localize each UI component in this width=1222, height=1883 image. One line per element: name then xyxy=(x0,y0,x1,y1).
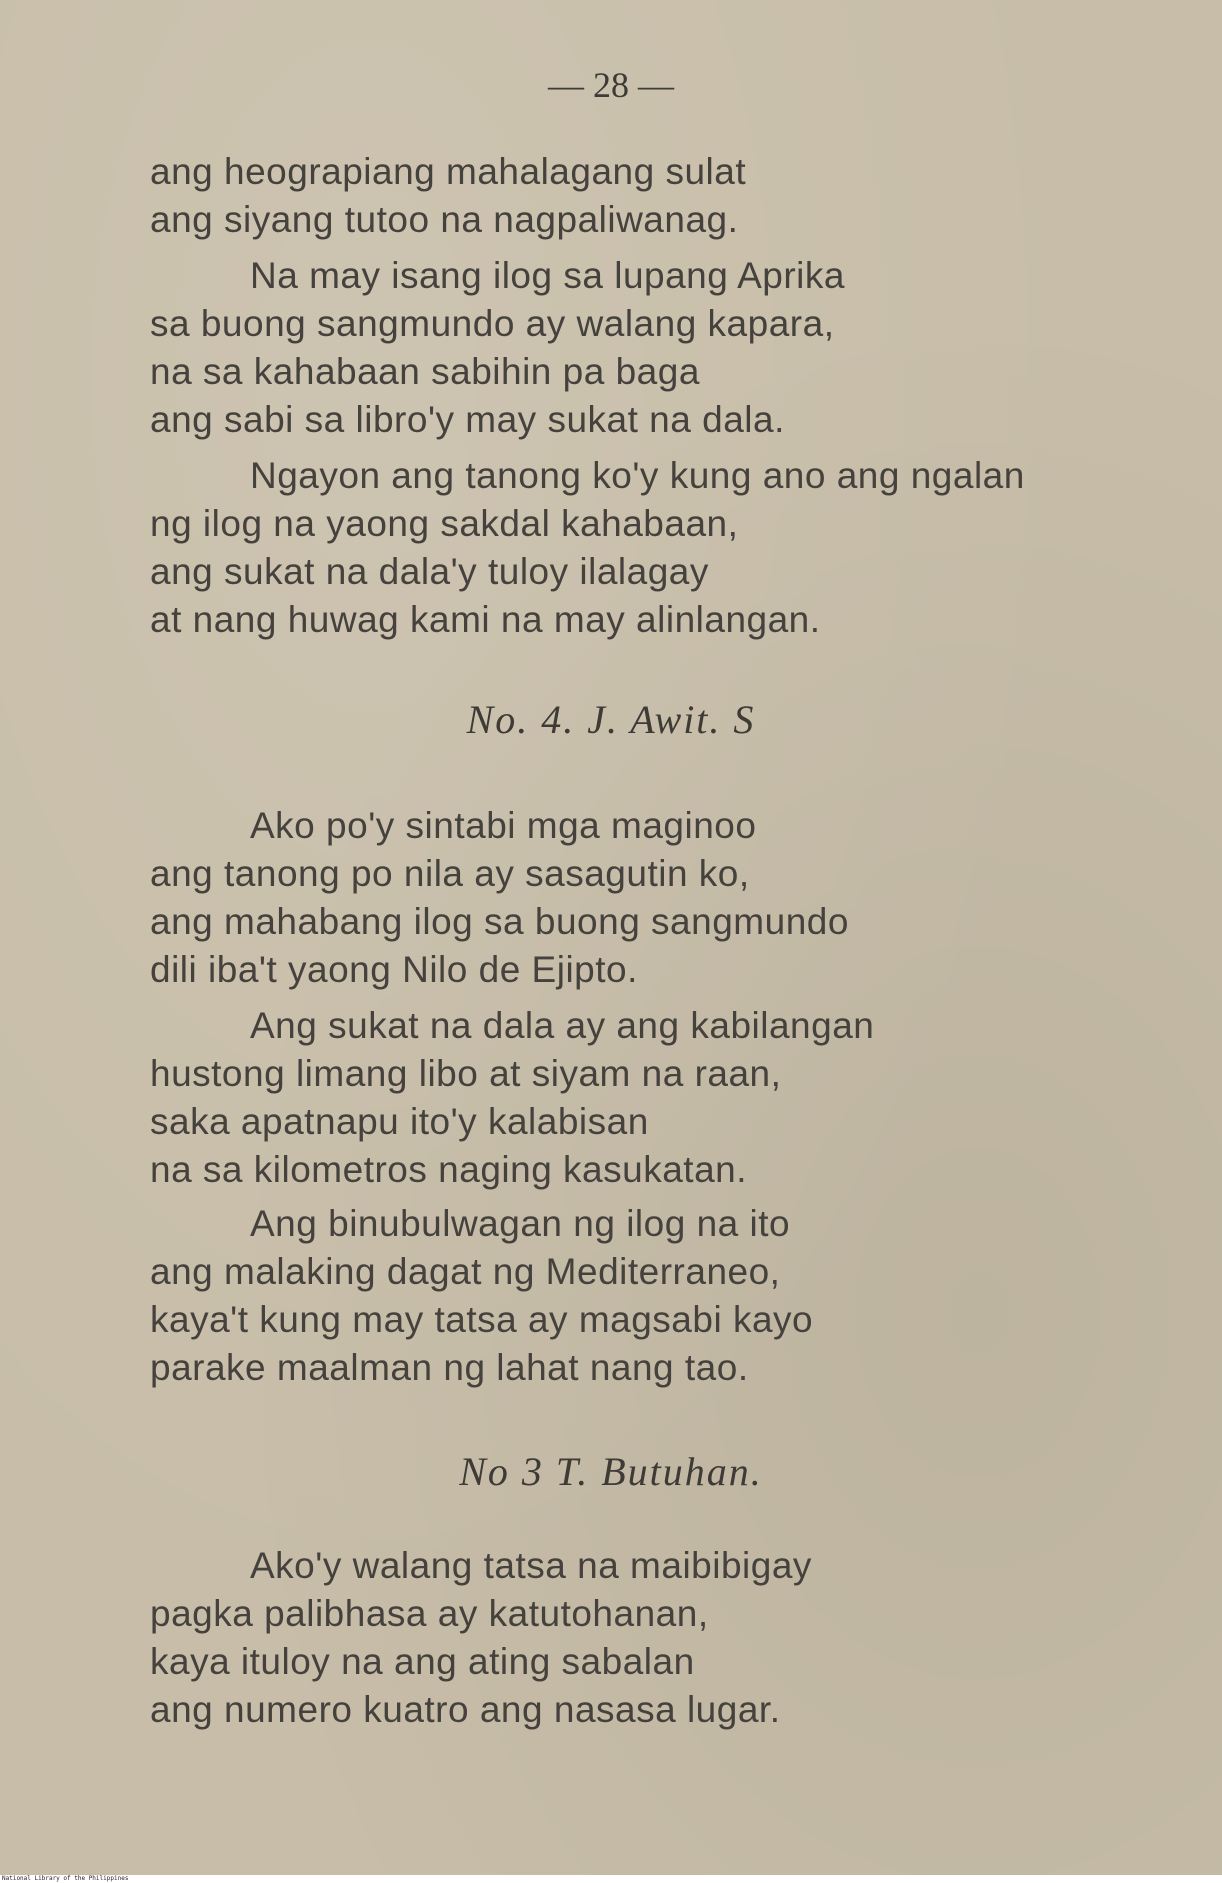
verse-line: ang sukat na dala'y tuloy ilalagay xyxy=(150,551,709,592)
verse-line: ang siyang tutoo na nagpaliwanag. xyxy=(150,199,739,240)
stanza-top-3 xyxy=(150,452,1025,644)
stanza-bottom-1 xyxy=(150,1542,812,1734)
verse-line: sa buong sangmundo ay walang kapara, xyxy=(150,303,835,344)
verse-line: dili iba't yaong Nilo de Ejipto. xyxy=(150,949,638,990)
stanza-middle-1 xyxy=(150,802,849,994)
section-heading-2: No 3 T. Butuhan. xyxy=(459,1449,763,1494)
verse-line: ang sabi sa libro'y may sukat na dala. xyxy=(150,399,785,440)
section-heading-1: No. 4. J. Awit. S xyxy=(466,697,756,742)
verse-line: ng ilog na yaong sakdal kahabaan, xyxy=(150,503,739,544)
stanza-top-2 xyxy=(150,252,845,444)
verse-line: Ang binubulwagan ng ilog na ito xyxy=(250,1203,791,1244)
verse-line: pagka palibhasa ay katutohanan, xyxy=(150,1593,709,1634)
verse-line: Ang sukat na dala ay ang kabilangan xyxy=(250,1005,875,1046)
verse-line: parake maalman ng lahat nang tao. xyxy=(150,1347,749,1388)
verse-line: kaya't kung may tatsa ay magsabi kayo xyxy=(150,1299,814,1340)
verse-line: Ako'y walang tatsa na maibibigay xyxy=(250,1545,812,1586)
verse-line: kaya ituloy na ang ating sabalan xyxy=(150,1641,695,1682)
verse-line: Na may isang ilog sa lupang Aprika xyxy=(250,255,845,296)
page-number: — 28 — xyxy=(548,65,674,105)
verse-line: Ako po'y sintabi mga maginoo xyxy=(250,805,757,846)
verse-line: at nang huwag kami na may alinlangan. xyxy=(150,599,821,640)
stanza-middle-2 xyxy=(150,1002,874,1194)
stanza-top-1 xyxy=(150,148,746,244)
verse-line: Ngayon ang tanong ko'y kung ano ang ngalan xyxy=(250,455,1025,496)
verse-line: ang heograpiang mahalagang sulat xyxy=(150,151,747,192)
verse-line: ang malaking dagat ng Mediterraneo, xyxy=(150,1251,781,1292)
verse-line: ang mahabang ilog sa buong sangmundo xyxy=(150,901,849,942)
stanza-middle-3 xyxy=(150,1200,813,1392)
verse-line: na sa kahabaan sabihin pa baga xyxy=(150,351,700,392)
footer-credit: National Library of the Philippines xyxy=(2,1875,129,1882)
verse-line: na sa kilometros naging kasukatan. xyxy=(150,1149,748,1190)
verse-line: ang tanong po nila ay sasagutin ko, xyxy=(150,853,750,894)
verse-line: ang numero kuatro ang nasasa lugar. xyxy=(150,1689,781,1730)
verse-line: saka apatnapu ito'y kalabisan xyxy=(150,1101,649,1142)
verse-line: hustong limang libo at siyam na raan, xyxy=(150,1053,782,1094)
